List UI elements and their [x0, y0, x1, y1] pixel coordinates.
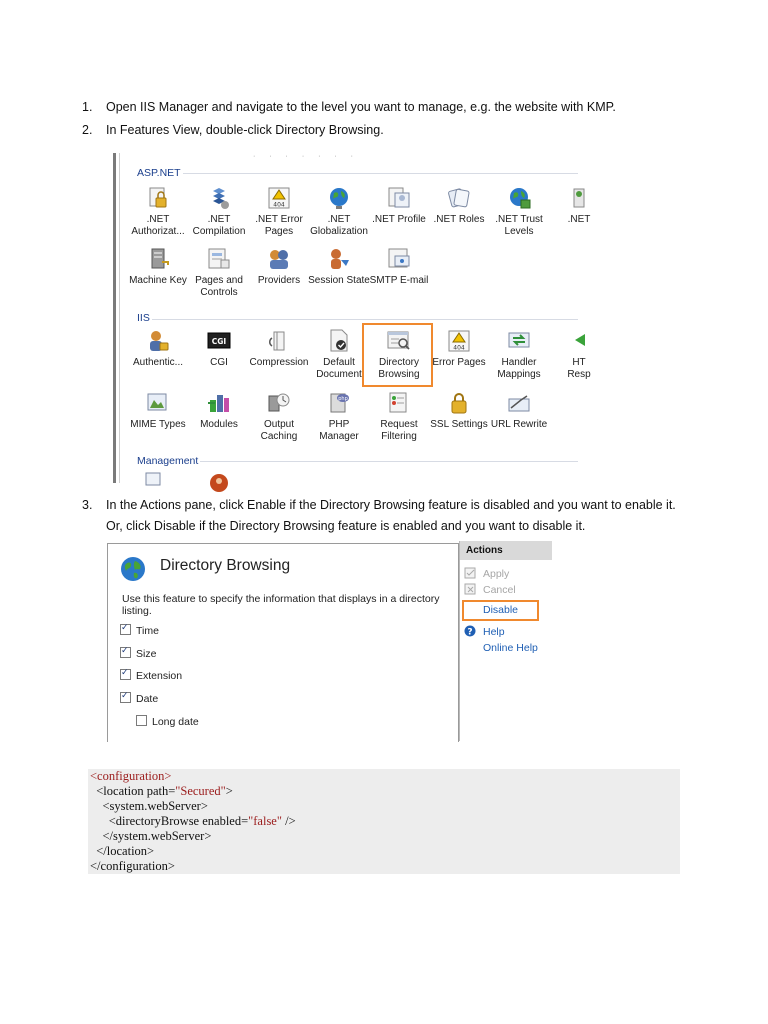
feature-trust-globe[interactable]	[487, 185, 551, 238]
checkbox-extension[interactable]	[120, 669, 131, 680]
profile-doc-icon	[385, 185, 413, 211]
option-label: Size	[136, 648, 157, 660]
option-time[interactable]	[120, 624, 159, 637]
feature-error-pages[interactable]	[427, 328, 491, 369]
globe-icon	[325, 185, 353, 211]
feature-compression[interactable]	[247, 328, 311, 369]
group-divider	[137, 461, 578, 462]
feature-label: Compilation	[192, 226, 246, 237]
code-value: "false"	[248, 814, 282, 828]
feature-label: .NET Profile	[372, 214, 426, 225]
step-text: Open IIS Manager and navigate to the level you want to manage, e.g. the website with KMP.	[106, 100, 616, 114]
code-line-1: <configuration>	[90, 769, 172, 783]
group-divider	[137, 319, 578, 320]
help-icon	[464, 625, 477, 637]
feature-warning-404[interactable]	[247, 185, 311, 238]
feature-label: .NET	[146, 214, 170, 225]
feature-label: Pages	[264, 226, 294, 237]
code-text: <directoryBrowse enabled=	[90, 814, 249, 828]
checkbox-time[interactable]	[120, 624, 131, 635]
feature-pane	[107, 543, 459, 742]
option-label: Date	[136, 693, 159, 705]
feature-label: Authentic...	[132, 357, 184, 368]
feature-label: .NET Error	[255, 214, 303, 225]
feature-label: Handler	[501, 357, 537, 368]
output-caching-icon	[265, 390, 293, 416]
mime-types-icon	[144, 390, 172, 416]
cancel-icon	[464, 583, 477, 595]
feature-label: Pages and	[195, 275, 243, 286]
code-value: "Secured"	[175, 784, 226, 798]
providers-icon	[265, 246, 293, 272]
ssl-lock-icon	[445, 390, 473, 416]
cancel-action[interactable]	[464, 583, 516, 596]
option-label: Extension	[136, 670, 183, 682]
feature-label: Request	[380, 419, 418, 430]
feature-label: Default	[323, 357, 355, 368]
feature-lock-key[interactable]	[126, 185, 190, 238]
svg-text:CGI: CGI	[211, 337, 227, 346]
feature-modules[interactable]	[187, 390, 251, 431]
cancel-label: Cancel	[483, 584, 516, 596]
roles-icon	[445, 185, 473, 211]
feature-label: .NET	[207, 214, 231, 225]
url-rewrite-icon	[505, 390, 533, 416]
checkbox-size[interactable]	[120, 647, 131, 658]
checkbox-date[interactable]	[120, 692, 131, 703]
feature-label: .NET	[567, 214, 591, 225]
warning-404-icon	[265, 185, 293, 211]
actions-pane	[459, 541, 552, 741]
step-text: In the Actions pane, click Enable if the Directory Browsing feature is disabled and you want to enable it.	[106, 498, 676, 512]
online-help-action[interactable]	[483, 642, 538, 654]
feature-label: CGI	[210, 357, 228, 368]
management-partial-icon	[144, 471, 166, 485]
feature-label: SMTP E-mail	[369, 275, 429, 286]
panel-title: Directory Browsing	[160, 557, 291, 574]
smtp-icon	[385, 246, 413, 272]
feature-label: Browsing	[378, 369, 420, 380]
group-divider	[137, 173, 578, 174]
code-line-5: </system.webServer>	[90, 829, 212, 843]
help-action[interactable]	[464, 625, 505, 638]
option-long-date[interactable]	[136, 715, 199, 728]
default-document-icon	[325, 328, 353, 354]
directory-browsing-highlight	[362, 323, 433, 387]
feature-label: Manager	[319, 431, 359, 442]
feature-label: Compression	[249, 357, 309, 368]
svg-text:404: 404	[453, 344, 465, 352]
feature-label: Document	[316, 369, 362, 380]
feature-session-state[interactable]	[307, 246, 371, 287]
feature-label: Error Pages	[432, 357, 486, 368]
code-line-6: </location>	[90, 844, 155, 858]
apply-icon	[464, 567, 477, 579]
session-state-icon	[325, 246, 353, 272]
request-filtering-icon	[385, 390, 413, 416]
step-number: 2.	[82, 123, 93, 137]
compression-icon	[265, 328, 293, 354]
step-text: Or, click Disable if the Directory Browsing feature is enabled and you want to disable it.	[106, 519, 586, 533]
toolbar-remnant: · · · · · · ·	[253, 153, 359, 160]
feature-http-response[interactable]	[547, 328, 611, 381]
step-3-continued	[82, 518, 722, 534]
actions-header: Actions	[460, 541, 552, 560]
code-text: >	[225, 784, 233, 798]
feature-machine-key[interactable]	[126, 246, 190, 287]
feature-label: Output	[263, 419, 295, 430]
management-partial-icon	[209, 471, 231, 485]
feature-label: URL Rewrite	[490, 419, 548, 430]
step-2	[82, 122, 722, 138]
disable-label: Disable	[483, 604, 519, 616]
step-3	[82, 497, 722, 513]
feature-handler-mappings[interactable]	[487, 328, 551, 381]
checkbox-long-date[interactable]	[136, 715, 147, 726]
feature-label: Filtering	[381, 431, 417, 442]
apply-label: Apply	[483, 568, 510, 580]
feature-label: .NET Roles	[433, 214, 485, 225]
disable-highlight	[462, 600, 539, 621]
feature-providers[interactable]	[247, 246, 311, 287]
code-line-3: <system.webServer>	[90, 799, 208, 813]
config-code-block	[88, 769, 680, 874]
feature-roles[interactable]	[427, 185, 491, 226]
group-iis: IIS	[137, 312, 150, 324]
http-response-icon	[565, 328, 593, 354]
feature-label: Resp	[567, 369, 591, 380]
feature-label: Levels	[504, 226, 534, 237]
feature-label: Providers	[257, 275, 301, 286]
step-text: In Features View, double-click Directory Browsing.	[106, 123, 384, 137]
error-pages-icon	[445, 328, 473, 354]
feature-mime-types[interactable]	[126, 390, 190, 431]
svg-text:404: 404	[273, 201, 285, 209]
code-text: />	[281, 814, 296, 828]
feature-profile-doc[interactable]	[367, 185, 431, 226]
feature-pages[interactable]	[187, 246, 251, 299]
feature-label: Controls	[200, 287, 238, 298]
trust-globe-icon	[505, 185, 533, 211]
feature-gears[interactable]	[187, 185, 251, 238]
cgi-icon	[205, 328, 233, 354]
code-line-2	[90, 784, 233, 799]
feature-ssl-lock[interactable]	[427, 390, 491, 431]
divider	[113, 153, 116, 483]
option-date[interactable]	[120, 692, 158, 705]
feature-output-caching[interactable]	[247, 390, 311, 443]
handler-mappings-icon	[505, 328, 533, 354]
step-1	[82, 99, 722, 115]
feature-label: Modules	[200, 419, 238, 430]
feature-label: Caching	[260, 431, 298, 442]
svg-text:?: ?	[467, 627, 473, 638]
feature-label: Machine Key	[129, 275, 187, 286]
authentication-icon	[144, 328, 172, 354]
feature-authentication[interactable]	[126, 328, 190, 369]
feature-globe[interactable]	[307, 185, 371, 238]
feature-label: Directory	[378, 357, 419, 368]
feature-label: Mappings	[497, 369, 541, 380]
feature-cgi[interactable]	[187, 328, 251, 369]
option-size[interactable]	[120, 647, 156, 660]
svg-text:php: php	[338, 396, 348, 402]
feature-label: .NET	[327, 214, 351, 225]
option-extension[interactable]	[120, 669, 182, 682]
gears-icon	[205, 185, 233, 211]
group-management: Management	[137, 455, 199, 467]
help-label: Help	[483, 626, 505, 638]
feature-label: HT	[572, 357, 586, 368]
feature-label: SSL Settings	[430, 419, 488, 430]
feature-label: PHP	[328, 419, 350, 430]
apply-action[interactable]	[464, 567, 509, 580]
feature-url-rewrite[interactable]	[487, 390, 551, 431]
directory-browsing-panel	[107, 541, 551, 741]
panel-description: Use this feature to specify the information that displays in a directory listing.	[122, 593, 440, 617]
pages-icon	[205, 246, 233, 272]
feature-request-filtering[interactable]	[367, 390, 431, 443]
feature-net[interactable]	[547, 185, 611, 226]
feature-php-manager[interactable]	[307, 390, 371, 443]
modules-icon	[205, 390, 233, 416]
code-line-7: </configuration>	[90, 859, 175, 873]
feature-label: Globalization	[310, 226, 368, 237]
machine-key-icon	[144, 246, 172, 272]
feature-label: Session State	[308, 275, 370, 286]
lock-key-icon	[144, 185, 172, 211]
divider	[119, 153, 120, 483]
option-label: Time	[136, 625, 159, 637]
feature-smtp[interactable]	[367, 246, 431, 287]
globe-icon	[120, 556, 146, 582]
net-icon	[565, 185, 593, 211]
code-text: <location path=	[90, 784, 176, 798]
group-aspnet: ASP.NET	[137, 167, 181, 179]
feature-label: Authorizat...	[131, 226, 185, 237]
code-line-4	[90, 814, 296, 829]
feature-label: MIME Types	[130, 419, 186, 430]
iis-features-view	[113, 153, 591, 483]
option-label: Long date	[152, 716, 199, 728]
online-help-label: Online Help	[483, 642, 538, 654]
step-number: 3.	[82, 498, 93, 512]
feature-label: .NET Trust	[495, 214, 543, 225]
step-number: 1.	[82, 100, 93, 114]
php-manager-icon	[325, 390, 353, 416]
